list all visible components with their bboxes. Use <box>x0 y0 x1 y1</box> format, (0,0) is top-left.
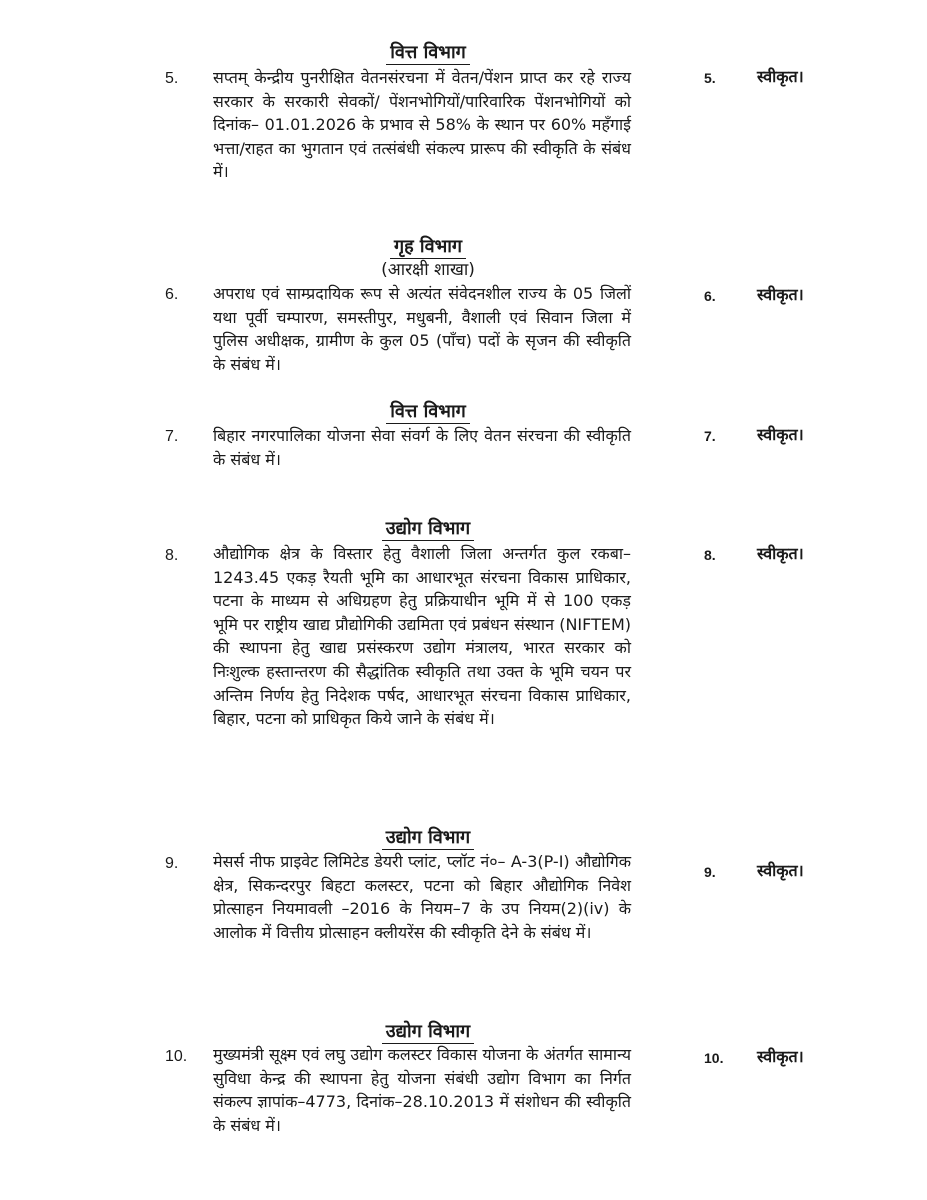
department-heading: गृह विभाग <box>213 236 643 258</box>
item-number: 8. <box>165 547 179 564</box>
department-heading: उद्योग विभाग <box>213 518 643 540</box>
department-heading: वित्त विभाग <box>213 42 643 64</box>
item-number: 6. <box>165 286 179 303</box>
department-heading: उद्योग विभाग <box>213 1021 643 1043</box>
item-description: सप्तम् केन्द्रीय पुनरीक्षित वेतनसंरचना में वेतन/पेंशन प्राप्त कर रहे राज्य सरकार के सरकारी सेवकों/ पेंशनभोगियों/पारिवारिक पेंशनभोगियों को दिनांक– 01.01.2026 के प्रभाव से 58% के स्थान पर 60% महँगाई भत्ता/राहत का भुगतान एवं तत्संबंधी संकल्प प्रारूप की स्वीकृति के संबंध में। <box>213 68 631 182</box>
item-description: मेसर्स नीफ प्राइवेट लिमिटेड डेयरी प्लांट, प्लॉट नं०– A-3(P-I) औद्योगिक क्षेत्र, सिकन्दरपुर बिहटा कलस्टर, पटना को बिहार औद्योगिक निवेश प्रोत्साहन नियमावली –2016 के नियम–7 के उप नियम(2)(iv) के आलोक में वित्तीय प्रोत्साहन क्लीयरेंस की स्वीकृति देने के संबंध में। <box>213 852 631 942</box>
item-number: 10. <box>165 1048 188 1065</box>
department-heading: वित्त विभाग <box>213 401 643 423</box>
status-text: स्वीकृत। <box>757 1047 804 1066</box>
result-number: 6. <box>704 288 716 304</box>
status-text: स्वीकृत। <box>757 425 804 444</box>
department-heading: उद्योग विभाग <box>213 827 643 849</box>
item-number: 7. <box>165 428 179 445</box>
status-text: स्वीकृत। <box>757 67 804 86</box>
result-number: 9. <box>704 864 716 880</box>
item-description: मुख्यमंत्री सूक्ष्म एवं लघु उद्योग कलस्टर विकास योजना के अंतर्गत सामान्य सुविधा केन्द्र की स्थापना हेतु योजना संबंधी उद्योग विभाग का निर्गत संकल्प ज्ञापांक–4773, दिनांक–28.10.2013 में संशोधन की स्वीकृति के संबंध में। <box>213 1045 631 1135</box>
item-description: अपराध एवं साम्प्रदायिक रूप से अत्यंत संवेदनशील राज्य के 05 जिलों यथा पूर्वी चम्पारण, समस्तीपुर, मधुबनी, वैशाली एवं सिवान जिला में पुलिस अधीक्षक, ग्रामीण के कुल 05 (पाँच) पदों के सृजन की स्वीकृति के संबंध में। <box>213 284 631 374</box>
item-description: बिहार नगरपालिका योजना सेवा संवर्ग के लिए वेतन संरचना की स्वीकृति के संबंध में। <box>213 426 631 469</box>
result-number: 10. <box>704 1050 724 1066</box>
item-number: 5. <box>165 70 179 87</box>
status-text: स्वीकृत। <box>757 285 804 304</box>
status-text: स्वीकृत। <box>757 861 804 880</box>
result-number: 7. <box>704 428 716 444</box>
status-text: स्वीकृत। <box>757 544 804 563</box>
item-number: 9. <box>165 855 179 872</box>
item-description: औद्योगिक क्षेत्र के विस्तार हेतु वैशाली जिला अन्तर्गत कुल रकबा–1243.45 एकड़ रैयती भूमि का आधारभूत संरचना विकास प्राधिकार, पटना के माध्यम से अधिग्रहण हेतु प्रक्रियाधीन भूमि में से 100 एकड़ भूमि पर राष्ट्रीय खाद्य प्रौद्योगिकी उद्यमिता एवं प्रबंधन संस्थान (NIFTEM) की स्थापना हेतु खाद्य प्रसंस्करण उद्योग मंत्रालय, भारत सरकार को निःशुल्क हस्तान्तरण की सैद्धांतिक स्वीकृति तथा उक्त के भूमि चयन पर अन्तिम निर्णय हेतु निदेशक पर्षद, आधारभूत संरचना विकास प्राधिकार, बिहार, पटना को प्राधिकृत किये जाने के संबंध में। <box>213 544 631 729</box>
department-subheading: (आरक्षी शाखा) <box>381 260 475 280</box>
result-number: 8. <box>704 547 716 563</box>
result-number: 5. <box>704 70 716 86</box>
